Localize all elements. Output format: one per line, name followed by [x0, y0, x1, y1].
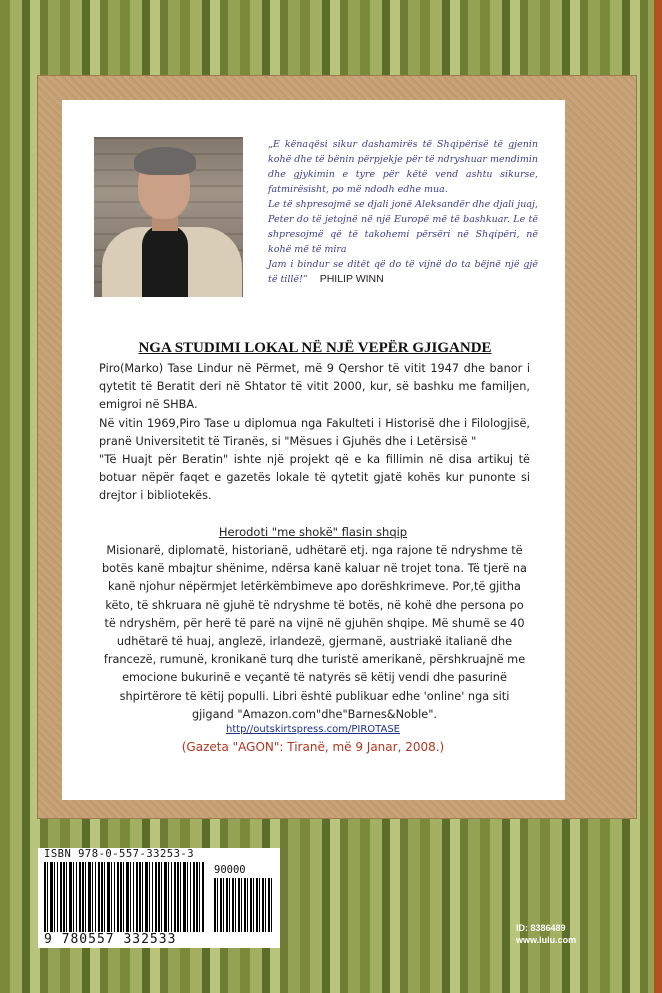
author-quote: [268, 137, 538, 287]
bio-paragraph-1: Piro(Marko) Tase Lindur në Përmet, më 9 Qershor të vitit 1947 dhe banor i qytetit të Beratit deri në Shtator të vitit 2000, kur, së bashku me familjen, emigroi në SHBA.: [99, 362, 530, 412]
price-bars: [214, 878, 274, 932]
publisher-site: www.lulu.com: [516, 935, 577, 945]
quote-paragraph-3: [268, 257, 538, 287]
book-description: Misionarë, diplomatë, historianë, udhëtarë etj. nga rajone të ndryshme të botës kanë mbajtur shënime, ndërsa kanë kaluar në trojet tona. Të tjerë na kanë njohur nëpërmjet letërkëmbimeve apo dorëshkrimeve. Por,të gjitha këto, të shkruara në gjuhë të ndryshme të botës, në kohë dhe persona po të ndryshëm, për herë të parë na vijnë në gjuhën shqipe. Më shumë se 40 udhëtarë të huaj, anglezë, irlandezë, gjermanë, austriakë italianë dhe francezë, rumunë, kronikanë turq dhe turistë amerikanë, përshkruajnë me emocione bukurinë e veçantë të natyrës së këtij vendi dhe pasurinë shpirtërore të këtij populli. Libri është publikuar edhe 'online' nga siti gjigand "Amazon.com"dhe"Barnes&Noble".: [102, 544, 527, 721]
newspaper-citation: (Gazeta "AGON": Tiranë, më 9 Janar, 2008.): [181, 740, 445, 754]
photo-shirt: [142, 225, 188, 297]
subheading: Herodoti "me shokë" flasin shqip: [218, 525, 408, 539]
ean-digits: 9 780557 332533: [44, 932, 177, 947]
bio-paragraph-3: "Të Huajt për Beratin" ishte një projekt që e ka fillimin në disa artikuj të botuar nëpër faqet e gazetës lokale të qytetit gjatë kohës kur punonte si drejtor i bibliotekës.: [99, 453, 530, 503]
quote-paragraph-2: Le të shpresojmë se djali jonë Aleksandër dhe djali juaj, Peter do të jetojnë në një Europë më të bashkuar. Le të shpresojmë që të takohemi përsëri në Shqipëri, në kohë më të mira: [268, 199, 538, 255]
author-photo: [94, 137, 243, 297]
bio-paragraph-2: Në vitin 1969,Piro Tase u diplomua nga Fakulteti i Historisë dhe i Filologjisë, pranë Universitetit të Tiranës, si "Mësues i Gjuhës dhe i Letërsisë ": [99, 416, 530, 448]
quote-paragraph-1: „E kënaqësi sikur dashamirës të Shqipërisë të gjenin kohë dhe të bënin përpjekje për të ndryshuar mendimin dhe gjykimin e tyre për këtë vend ashtu sikurse, fatmirësisht, po më ndodh edhe mua.: [268, 139, 538, 195]
biography-text: [99, 360, 530, 506]
isbn-number: ISBN 978-0-557-33253-3: [44, 848, 195, 860]
price-code: 90000: [214, 864, 246, 876]
publisher-info: [516, 922, 596, 946]
section-heading: NGA STUDIMI LOKAL NË NJË VEPËR GJIGANDE: [138, 340, 492, 356]
cover-edge-strip: [654, 0, 662, 993]
publisher-link[interactable]: http//outskirtspress.com/PIROTASE: [225, 724, 401, 735]
isbn-barcode: [38, 848, 280, 948]
quote-signature: PHILIP WINN: [319, 273, 384, 285]
photo-hair: [134, 147, 196, 175]
quote-paragraph-3-text: Jam i bindur se ditët që do të vijnë do ta bëjnë një gjë të tillë!”: [268, 259, 538, 285]
ean-bars: [44, 862, 204, 932]
publisher-id: ID: 8386489: [516, 923, 566, 933]
